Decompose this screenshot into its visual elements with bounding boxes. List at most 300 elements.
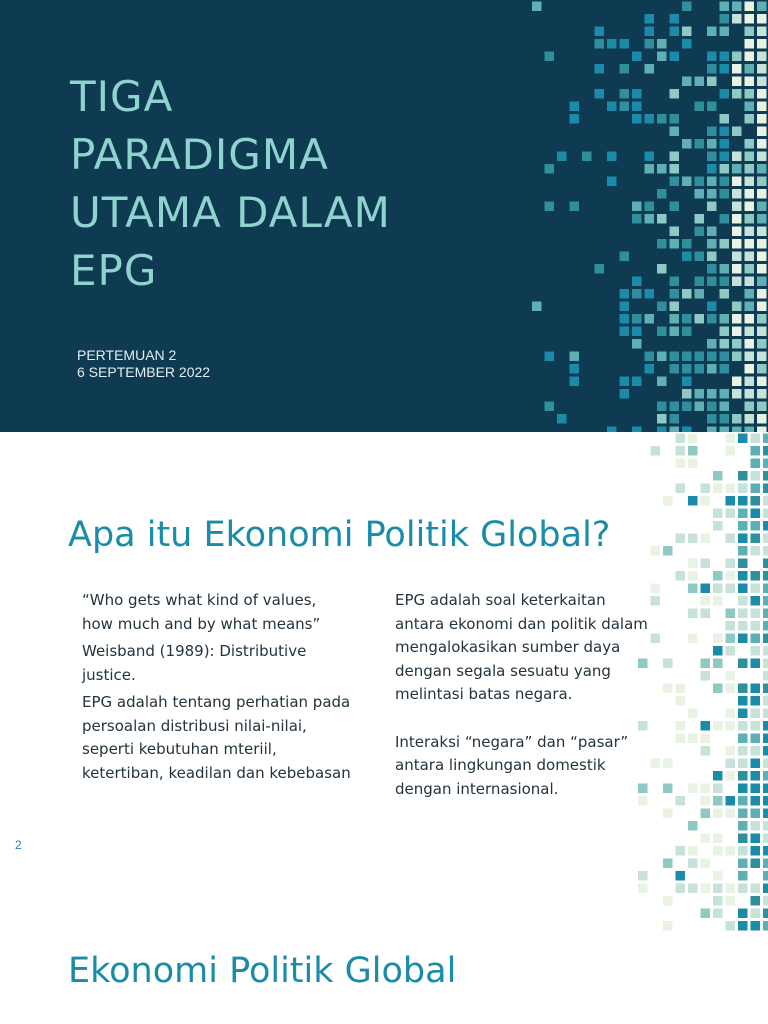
mosaic-tile (763, 709, 768, 719)
mosaic-tile (745, 377, 755, 387)
mosaic-tile (763, 634, 768, 644)
mosaic-tile (745, 114, 755, 124)
mosaic-tile (720, 264, 730, 274)
mosaic-tile (713, 584, 723, 594)
mosaic-tile (670, 164, 680, 174)
mosaic-tile (682, 252, 692, 262)
mosaic-tile (570, 352, 580, 362)
mosaic-tile (751, 784, 761, 794)
mosaic-tile (670, 277, 680, 287)
mosaic-tile (745, 264, 755, 274)
mosaic-tile (726, 634, 736, 644)
mosaic-tile (720, 52, 730, 62)
mosaic-tile (713, 471, 723, 481)
mosaic-tile (745, 302, 755, 312)
mosaic-tile (738, 734, 748, 744)
mosaic-tile (707, 302, 717, 312)
mosaic-tile (738, 484, 748, 494)
mosaic-tile (757, 227, 767, 237)
mosaic-tile (726, 584, 736, 594)
mosaic-tile (663, 759, 673, 769)
mosaic-tile (707, 152, 717, 162)
mosaic-tile (695, 389, 705, 399)
mosaic-tile (738, 921, 748, 931)
mosaic-tile (701, 671, 711, 681)
mosaic-tile (738, 746, 748, 756)
mosaic-tile (720, 2, 730, 12)
mosaic-tile (663, 896, 673, 906)
mosaic-tile (763, 834, 768, 844)
mosaic-tile (763, 434, 768, 444)
mosaic-tile (720, 289, 730, 299)
mosaic-tile (670, 177, 680, 187)
left-text-column (82, 589, 352, 785)
mosaic-tile (720, 364, 730, 374)
mosaic-tile (695, 277, 705, 287)
mosaic-tile (757, 2, 767, 12)
mosaic-tile (745, 14, 755, 24)
mosaic-tile (620, 302, 630, 312)
mosaic-tile (557, 414, 567, 424)
mosaic-tile (707, 27, 717, 37)
mosaic-tile (763, 671, 768, 681)
mosaic-tile (682, 39, 692, 49)
mosaic-tile (713, 646, 723, 656)
mosaic-tile (713, 684, 723, 694)
mosaic-tile (620, 377, 630, 387)
mosaic-tile (688, 846, 698, 856)
mosaic-tile (757, 27, 767, 37)
mosaic-tile (707, 402, 717, 412)
mosaic-tile (670, 289, 680, 299)
mosaic-tile (570, 377, 580, 387)
mosaic-tile (751, 584, 761, 594)
mosaic-tile (757, 189, 767, 199)
mosaic-tile (670, 314, 680, 324)
mosaic-tile (682, 352, 692, 362)
mosaic-tile (645, 114, 655, 124)
mosaic-tile (670, 402, 680, 412)
mosaic-tile (720, 139, 730, 149)
mosaic-tile (670, 114, 680, 124)
mosaic-tile (638, 884, 648, 894)
mosaic-tile (745, 102, 755, 112)
mosaic-tile (763, 859, 768, 869)
mosaic-tile (645, 352, 655, 362)
mosaic-tile (682, 77, 692, 87)
mosaic-tile (751, 646, 761, 656)
mosaic-tile (751, 621, 761, 631)
mosaic-tile (688, 709, 698, 719)
mosaic-tile (682, 27, 692, 37)
mosaic-tile (732, 339, 742, 349)
mosaic-tile (738, 884, 748, 894)
mosaic-tile (757, 314, 767, 324)
mosaic-tile (732, 389, 742, 399)
mosaic-tile (707, 164, 717, 174)
mosaic-tile (751, 821, 761, 831)
mosaic-tile (676, 571, 686, 581)
mosaic-tile (570, 202, 580, 212)
mosaic-tile (763, 609, 768, 619)
mosaic-tile (657, 302, 667, 312)
mosaic-tile (657, 264, 667, 274)
mosaic-tile (763, 459, 768, 469)
mosaic-tile (701, 909, 711, 919)
mosaic-tile (751, 771, 761, 781)
mosaic-tile (720, 177, 730, 187)
meeting-number: PERTEMUAN 2 (77, 347, 177, 363)
mosaic-tile (713, 809, 723, 819)
mosaic-tile (676, 721, 686, 731)
title-line: UTAMA DALAM (70, 188, 391, 237)
mosaic-tile (738, 709, 748, 719)
quote-paragraph: “Who gets what kind of values, how much and by what means” (82, 591, 321, 633)
mosaic-tile (763, 521, 768, 531)
mosaic-tile (701, 721, 711, 731)
mosaic-tile (570, 364, 580, 374)
mosaic-tile (663, 859, 673, 869)
mosaic-tile (738, 596, 748, 606)
mosaic-tile (763, 684, 768, 694)
mosaic-tile (751, 571, 761, 581)
mosaic-tile (682, 289, 692, 299)
mosaic-tile (745, 339, 755, 349)
mosaic-tile (607, 102, 617, 112)
mosaic-tile (570, 114, 580, 124)
mosaic-tile (745, 177, 755, 187)
mosaic-tile (645, 14, 655, 24)
mosaic-tile (763, 846, 768, 856)
mosaic-tile (745, 352, 755, 362)
mosaic-tile (720, 127, 730, 137)
mosaic-tile (757, 402, 767, 412)
mosaic-tile (620, 102, 630, 112)
mosaic-tile (670, 227, 680, 237)
mosaic-tile (663, 809, 673, 819)
mosaic-tile (726, 896, 736, 906)
mosaic-tile (707, 139, 717, 149)
mosaic-tile (670, 202, 680, 212)
mosaic-tile (682, 177, 692, 187)
mosaic-tile (676, 534, 686, 544)
mosaic-tile (738, 871, 748, 881)
mosaic-tile (738, 534, 748, 544)
mosaic-tile (720, 239, 730, 249)
mosaic-tile (720, 89, 730, 99)
mosaic-tile (757, 264, 767, 274)
mosaic-tile (676, 446, 686, 456)
mosaic-tile (763, 509, 768, 519)
mosaic-tile (763, 471, 768, 481)
title-line: TIGA (70, 72, 174, 121)
mosaic-tile (732, 177, 742, 187)
mosaic-tile (751, 546, 761, 556)
mosaic-tile (763, 559, 768, 569)
mosaic-tile (751, 834, 761, 844)
mosaic-tile (745, 52, 755, 62)
mosaic-tile (763, 646, 768, 656)
mosaic-tile (763, 734, 768, 744)
mosaic-tile (720, 352, 730, 362)
mosaic-tile (763, 809, 768, 819)
mosaic-tile (595, 64, 605, 74)
mosaic-tile (745, 277, 755, 287)
mosaic-tile (632, 289, 642, 299)
mosaic-tile (732, 239, 742, 249)
mosaic-tile (751, 896, 761, 906)
mosaic-tile (688, 734, 698, 744)
mosaic-tile (688, 446, 698, 456)
mosaic-tile (701, 484, 711, 494)
mosaic-tile (720, 327, 730, 337)
mosaic-tile (763, 896, 768, 906)
mosaic-tile (738, 659, 748, 669)
mosaic-tile (701, 834, 711, 844)
mosaic-tile (663, 496, 673, 506)
mosaic-tile (757, 327, 767, 337)
mosaic-tile (732, 14, 742, 24)
mosaic-tile (688, 534, 698, 544)
mosaic-tile (607, 152, 617, 162)
mosaic-tile (738, 609, 748, 619)
mosaic-tile (732, 2, 742, 12)
mosaic-tile (745, 27, 755, 37)
mosaic-tile (726, 434, 736, 444)
mosaic-tile (701, 809, 711, 819)
mosaic-tile (738, 546, 748, 556)
mosaic-tile (763, 696, 768, 706)
mosaic-tile (745, 139, 755, 149)
mosaic-tile (763, 796, 768, 806)
mosaic-tile (713, 634, 723, 644)
mosaic-tile (688, 571, 698, 581)
mosaic-tile (645, 364, 655, 374)
meeting-info (77, 347, 210, 381)
mosaic-tile (745, 239, 755, 249)
mosaic-tile (757, 114, 767, 124)
mosaic-tile (757, 277, 767, 287)
mosaic-tile (632, 314, 642, 324)
mosaic-tile (707, 189, 717, 199)
mosaic-tile (751, 846, 761, 856)
mosaic-tile (701, 559, 711, 569)
mosaic-tile (763, 546, 768, 556)
mosaic-tile (607, 39, 617, 49)
mosaic-tile (745, 164, 755, 174)
mosaic-tile (757, 289, 767, 299)
mosaic-tile (670, 152, 680, 162)
mosaic-tile (720, 114, 730, 124)
mosaic-tile (651, 446, 661, 456)
mosaic-tile (638, 871, 648, 881)
mosaic-tile (707, 352, 717, 362)
mosaic-tile (738, 571, 748, 581)
mosaic-tile (713, 521, 723, 531)
mosaic-tile (763, 571, 768, 581)
mosaic-tile (763, 534, 768, 544)
mosaic-tile (632, 52, 642, 62)
mosaic-tile (732, 377, 742, 387)
mosaic-tile (738, 696, 748, 706)
mosaic-tile (676, 434, 686, 444)
mosaic-tile (757, 352, 767, 362)
mosaic-tile (745, 314, 755, 324)
mosaic-tile (663, 684, 673, 694)
mosaic-tile (688, 821, 698, 831)
mosaic-tile (595, 89, 605, 99)
mosaic-tile (751, 759, 761, 769)
mosaic-tile (757, 139, 767, 149)
mosaic-tile (751, 909, 761, 919)
mosaic-tile (676, 734, 686, 744)
mosaic-tile (738, 509, 748, 519)
mosaic-tile (738, 909, 748, 919)
mosaic-tile (701, 859, 711, 869)
mosaic-tile (763, 721, 768, 731)
mosaic-tile (670, 302, 680, 312)
mosaic-tile (707, 239, 717, 249)
mosaic-tile (751, 859, 761, 869)
mosaic-tile (645, 64, 655, 74)
mosaic-tile (532, 302, 542, 312)
mosaic-tile (745, 64, 755, 74)
mosaic-tile (713, 771, 723, 781)
mosaic-tile (620, 289, 630, 299)
mosaic-tile (751, 721, 761, 731)
mosaic-tile (707, 64, 717, 74)
mosaic-tile (688, 859, 698, 869)
mosaic-tile (757, 414, 767, 424)
mosaic-tile (757, 202, 767, 212)
mosaic-tile (682, 377, 692, 387)
mosaic-tile (713, 784, 723, 794)
mosaic-tile (670, 364, 680, 374)
mosaic-tile (682, 364, 692, 374)
mosaic-tile (632, 114, 642, 124)
mosaic-tile (707, 277, 717, 287)
mosaic-tile (757, 64, 767, 74)
mosaic-tile (632, 327, 642, 337)
mosaic-tile (645, 289, 655, 299)
mosaic-tile (738, 784, 748, 794)
mosaic-tile (695, 177, 705, 187)
mosaic-tile (595, 264, 605, 274)
mosaic-tile (757, 39, 767, 49)
mosaic-tile (738, 809, 748, 819)
mosaic-tile (713, 834, 723, 844)
mosaic-tile (545, 352, 555, 362)
mosaic-tile (545, 52, 555, 62)
mosaic-tile (620, 389, 630, 399)
mosaic-tile (632, 377, 642, 387)
mosaic-tile (682, 327, 692, 337)
title-line: PARADIGMA (70, 130, 329, 179)
mosaic-tile (682, 314, 692, 324)
mosaic-tile (720, 214, 730, 224)
mosaic-tile (745, 202, 755, 212)
mosaic-tile (763, 821, 768, 831)
mosaic-tile (701, 746, 711, 756)
mosaic-tile (757, 164, 767, 174)
mosaic-tile (763, 484, 768, 494)
mosaic-tile (757, 52, 767, 62)
mosaic-tile (738, 759, 748, 769)
mosaic-tile (663, 659, 673, 669)
mosaic-tile (701, 596, 711, 606)
mosaic-tile (732, 89, 742, 99)
mosaic-tile (726, 646, 736, 656)
mosaic-tile (751, 484, 761, 494)
mosaic-tile (751, 534, 761, 544)
mosaic-tile (707, 102, 717, 112)
mosaic-tile (701, 884, 711, 894)
citation-paragraph: Weisband (1989): Distributive justice. (82, 642, 307, 684)
mosaic-tile (701, 534, 711, 544)
mosaic-tile (713, 884, 723, 894)
mosaic-tile (757, 239, 767, 249)
mosaic-tile (707, 364, 717, 374)
mosaic-tile (670, 27, 680, 37)
mosaic-tile (726, 746, 736, 756)
mosaic-tile (763, 446, 768, 456)
mosaic-tile (620, 327, 630, 337)
mosaic-tile (732, 277, 742, 287)
mosaic-tile (745, 364, 755, 374)
mosaic-tile (751, 734, 761, 744)
mosaic-tile (682, 402, 692, 412)
mosaic-tile (695, 364, 705, 374)
mosaic-tile (701, 609, 711, 619)
mosaic-tile (545, 164, 555, 174)
mosaic-tile (738, 796, 748, 806)
mosaic-tile (726, 809, 736, 819)
mosaic-tile (707, 77, 717, 87)
mosaic-tile (676, 871, 686, 881)
mosaic-tile (763, 584, 768, 594)
mosaic-tile (745, 252, 755, 262)
mosaic-tile (695, 352, 705, 362)
mosaic-tile (757, 102, 767, 112)
mosaic-tile (670, 352, 680, 362)
title-line: EPG (70, 246, 158, 295)
mosaic-tile (682, 139, 692, 149)
content-slide-heading: Apa itu Ekonomi Politik Global? (68, 515, 611, 555)
mosaic-tile (707, 264, 717, 274)
mosaic-tile (657, 189, 667, 199)
mosaic-tile (557, 152, 567, 162)
mosaic-tile (757, 14, 767, 24)
mosaic-tile (751, 634, 761, 644)
mosaic-tile (645, 39, 655, 49)
mosaic-tile (757, 177, 767, 187)
mosaic-tile (663, 546, 673, 556)
mosaic-tile (757, 339, 767, 349)
mosaic-tile (732, 227, 742, 237)
mosaic-tile (713, 484, 723, 494)
mosaic-tile (726, 446, 736, 456)
mosaic-tile (751, 921, 761, 931)
mosaic-tile (707, 339, 717, 349)
mosaic-tile (620, 64, 630, 74)
mosaic-tile (763, 596, 768, 606)
mosaic-tile (732, 414, 742, 424)
interaction-paragraph: Interaksi “negara” dan “pasar” antara lingkungan domestik dengan internasional. (395, 732, 629, 798)
mosaic-tile (707, 414, 717, 424)
mosaic-tile (732, 189, 742, 199)
mosaic-tile (688, 434, 698, 444)
mosaic-tile (720, 164, 730, 174)
